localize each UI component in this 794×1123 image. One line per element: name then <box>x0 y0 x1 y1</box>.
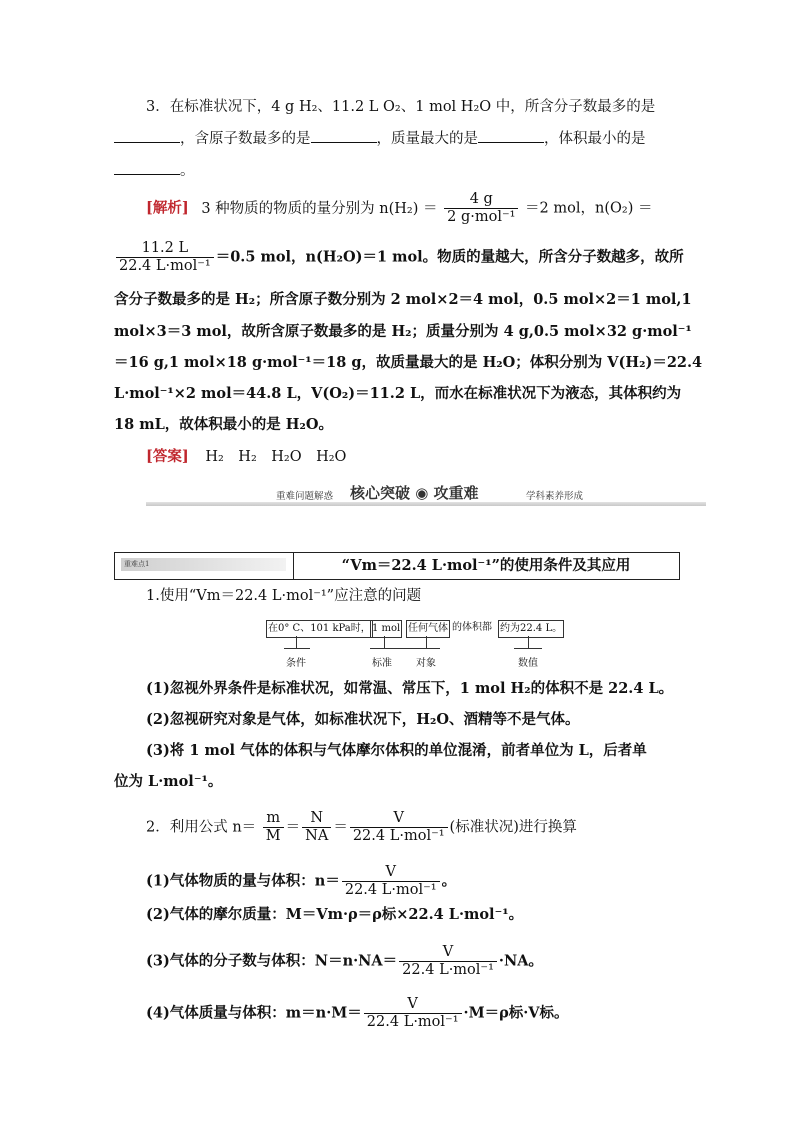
banner-right-text: 学科素养形成 <box>526 491 584 502</box>
banner-title: 核心突破 ◉ 攻重难 <box>350 484 479 502</box>
part-1-heading: 1.使用“Vm＝22.4 L·mol⁻¹”应注意的问题 <box>146 588 422 604</box>
question-3-line-2: ，含原子数最多的是 ，质量最大的是 ，体积最小的是 <box>114 128 646 149</box>
fraction-V-over-Vm: $\frac{V}{\text{22.4 L·mol⁻¹}}$ <box>342 864 440 899</box>
fraction-V-over-Vm: $\frac{V}{\text{22.4 L·mol⁻¹}}$ <box>350 810 448 845</box>
key-point-header <box>114 552 680 580</box>
diagram-standard-box: 1 mol <box>370 620 402 638</box>
diagram-connector <box>296 636 297 648</box>
diagram-caption-condition: 条件 <box>286 658 306 669</box>
analysis-line-6: L·mol⁻¹×2 mol＝44.8 L，V(O₂)＝11.2 L，而水在标准状况下为液态，其体积约为 <box>114 385 682 402</box>
part-1-item-3-line-1: (3)将 1 mol 气体的体积与气体摩尔体积的单位混淆，前者单位为 L，后者单 <box>146 742 647 759</box>
key-point-title: “Vm＝22.4 L·mol⁻¹”的使用条件及其应用 <box>341 557 631 574</box>
fraction-m-over-M: $\frac{m}{M}$ <box>263 810 284 845</box>
analysis-line-2: $\frac{11.2 L}{\text{22.4 L·mol⁻¹}}$ ＝0.5 mol，n(H₂O)＝1 mol。物质的量越大，所含分子数越多，故所 <box>114 240 684 275</box>
answer-blank-1[interactable] <box>114 128 180 143</box>
fraction-n-h2: $\frac{4 g}{\text{2 g·mol⁻¹}}$ <box>444 191 518 226</box>
fraction-N-over-NA: $\frac{N}{NA}$ <box>302 810 331 845</box>
diagram-connector <box>370 648 440 649</box>
diagram-condition-box: 在0° C、101 kPa时， <box>266 620 373 638</box>
section-banner <box>146 482 706 510</box>
part-1-item-1: (1)忽视外界条件是标准状况，如常温、常压下，1 mol H₂的体积不是 22.4 L。 <box>146 680 674 697</box>
part-2-heading: 2．利用公式 n＝ $\frac{m}{M}$ ＝ $\frac{N}{NA}$ ＝ $\frac{V}{\text{22.4 L·mol⁻¹}}$ (标准状况)进行换算 <box>146 810 577 844</box>
fraction-n-o2: $\frac{11.2 L}{\text{22.4 L·mol⁻¹}}$ <box>116 240 214 275</box>
part-2-item-1: (1)气体物质的量与体积：n＝ $\frac{V}{\text{22.4 L·mol⁻¹}}$ 。 <box>146 864 457 898</box>
answer-blank-3[interactable] <box>478 128 544 143</box>
question-3-line-1: 3．在标准状况下，4 g H₂、11.2 L O₂、1 mol H₂O 中，所含分子数最多的是 <box>146 99 656 115</box>
question-3-line-3: 。 <box>114 160 195 181</box>
diagram-connector <box>384 636 385 648</box>
vm-condition-diagram <box>266 620 566 670</box>
analysis-line-5: ＝16 g,1 mol×18 g·mol⁻¹＝18 g，故质量最大的是 H₂O；体积分别为 V(H₂)＝22.4 <box>114 354 703 371</box>
part-2-item-2: (2)气体的摩尔质量：M＝Vm·ρ＝ρ标×22.4 L·mol⁻¹。 <box>146 906 524 923</box>
answer-line: [答案] H₂ H₂ H₂O H₂O <box>146 448 347 465</box>
key-point-tag: 重难点1 <box>121 558 286 571</box>
diagram-connector <box>514 648 542 649</box>
analysis-line-3: 含分子数最多的是 H₂；所含原子数分别为 2 mol×2＝4 mol，0.5 mol×2＝1 mol,1 <box>114 291 692 308</box>
diagram-connector <box>528 636 529 648</box>
diagram-connector <box>426 636 427 648</box>
analysis-line-1: [解析] 3 种物质的物质的量分别为 n(H₂) ＝ $\frac{4 g}{\text{2 g·mol⁻¹}}$ ＝2 mol，n(O₂) ＝ <box>146 191 653 225</box>
diagram-value-box: 约为22.4 L。 <box>498 620 564 638</box>
part-1-item-2: (2)忽视研究对象是气体，如标准状况下，H₂O、酒精等不是气体。 <box>146 711 580 728</box>
analysis-line-4: mol×3＝3 mol，故所含原子数最多的是 H₂；质量分别为 4 g,0.5 mol×32 g·mol⁻¹ <box>114 323 692 340</box>
part-2-item-4: (4)气体质量与体积：m＝n·M＝ $\frac{V}{\text{22.4 L·mol⁻¹}}$ ·M＝ρ标·V标。 <box>146 996 569 1030</box>
part-1-item-3-line-2: 位为 L·mol⁻¹。 <box>114 773 223 790</box>
diagram-caption-standard: 标准 <box>372 658 392 669</box>
analysis-tag: [解析] <box>146 199 189 217</box>
answer-blank-4[interactable] <box>114 160 180 175</box>
fraction-V-over-Vm: $\frac{V}{\text{22.4 L·mol⁻¹}}$ <box>364 996 462 1031</box>
key-point-label-cell <box>115 553 294 579</box>
answer-blank-2[interactable] <box>311 128 377 143</box>
part-2-item-3: (3)气体的分子数与体积：N＝n·NA＝ $\frac{V}{\text{22.4 L·mol⁻¹}}$ ·NA。 <box>146 944 543 978</box>
diagram-plain-text: 的体积都 <box>452 622 492 633</box>
diagram-connector <box>284 648 310 649</box>
diagram-caption-value: 数值 <box>518 658 538 669</box>
banner-left-text: 重难问题解惑 <box>276 491 334 502</box>
fraction-V-over-Vm: $\frac{V}{\text{22.4 L·mol⁻¹}}$ <box>399 944 497 979</box>
analysis-line-7: 18 mL，故体积最小的是 H₂O。 <box>114 416 333 433</box>
diagram-caption-object: 对象 <box>416 658 436 669</box>
answer-tag: [答案] <box>146 448 189 465</box>
diagram-object-box: 任何气体 <box>406 620 450 638</box>
